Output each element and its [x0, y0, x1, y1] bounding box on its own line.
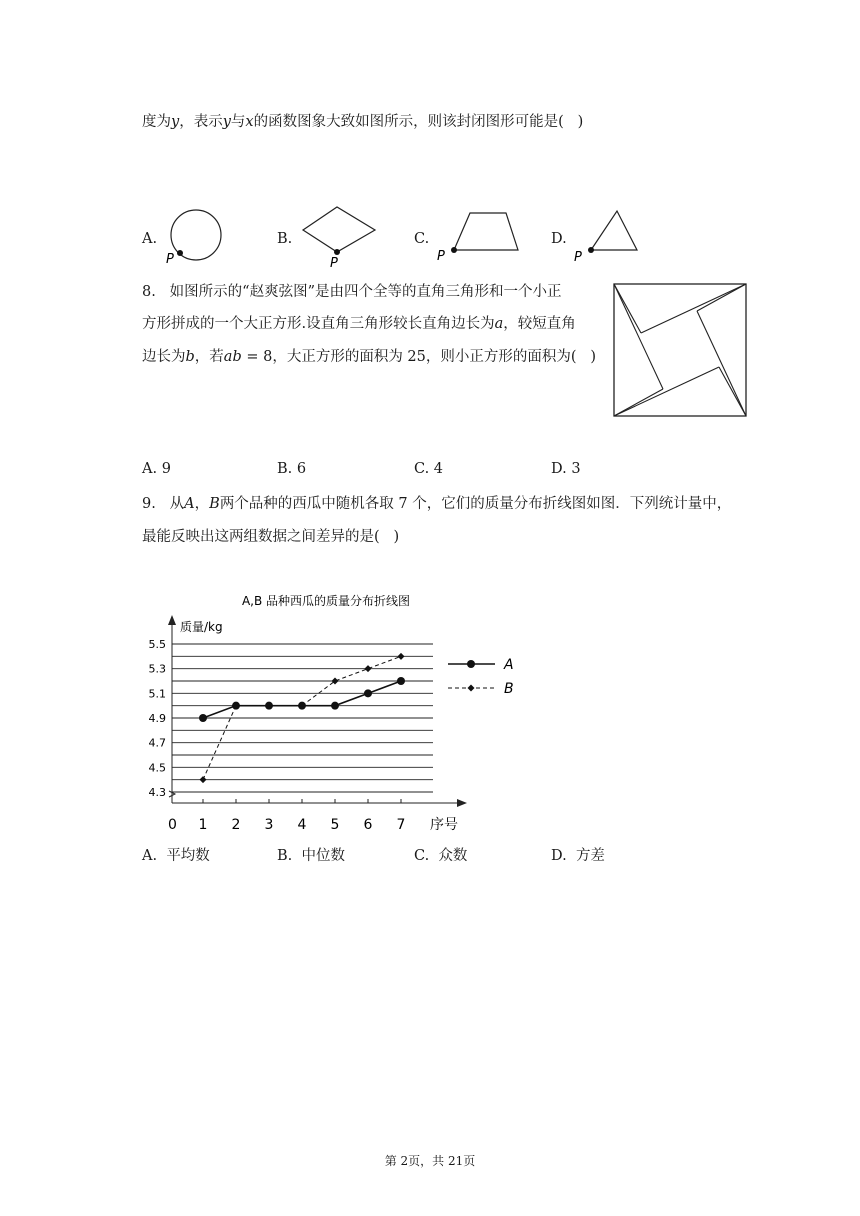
q9-option-b	[277, 844, 345, 865]
q8-line-3	[142, 347, 596, 367]
q7-stem-text: 与	[230, 114, 246, 130]
q9-text: 两个品种的西瓜中随机各取 7 个，它们的质量分布折线图如图．下列统计量中，	[219, 496, 732, 512]
point-p-label: P	[166, 252, 174, 267]
y-tick-label: 5.5	[148, 638, 166, 651]
legend-marker-B	[468, 685, 475, 692]
point-p-marker	[177, 250, 183, 256]
q7-stem-text: 的函数图象大致如图所示，则该封闭图形可能是(	[253, 114, 564, 130]
chart-title: A,B 品种西瓜的质量分布折线图	[241, 594, 411, 608]
x-tick-label: 7	[396, 817, 406, 833]
triangle-edge	[614, 284, 641, 333]
expr-ab: ab	[223, 349, 242, 365]
q8-text: 如图所示的“赵爽弦图”是由四个全等的直角三角形和一个小正	[169, 284, 562, 300]
q9-line-1	[142, 494, 731, 514]
rhombus-shape	[303, 207, 375, 252]
data-point-A	[199, 714, 207, 722]
triangle-edge	[697, 284, 746, 311]
q8-text: ，较短直角	[503, 316, 576, 332]
data-point-A	[364, 689, 372, 697]
data-point-B	[200, 776, 207, 783]
q7-stem-text: ，表示	[179, 114, 223, 130]
q8-line-2	[142, 314, 576, 334]
question-number: 8.	[142, 284, 156, 300]
q7-option-b-label: B.	[277, 231, 293, 247]
q8-text: = 8，大正方形的面积为 25，则小正方形的面积为(	[241, 349, 577, 365]
legend-label-A: A	[504, 657, 514, 673]
option-letter: D.	[551, 848, 567, 864]
x-axis-arrow	[457, 799, 467, 807]
legend-marker-A	[467, 660, 475, 668]
point-p-marker	[451, 247, 457, 253]
page-footer: 第 2页，共 21页	[384, 1154, 476, 1168]
q7-stem	[142, 112, 583, 132]
x-axis-label: 序号	[430, 817, 458, 833]
q7-option-a-label: A.	[142, 231, 158, 247]
q8-option-c: C. 4	[414, 461, 444, 477]
x-tick-label: 1	[198, 817, 208, 833]
q8-text: ，若	[194, 349, 224, 365]
q9-text: )	[393, 529, 400, 545]
trapezoid-shape	[454, 213, 518, 250]
option-text: 众数	[438, 848, 468, 864]
q7-option-c-figure	[432, 205, 527, 265]
q9-option-c	[414, 844, 467, 865]
y-tick-label: 4.3	[148, 786, 166, 799]
var-b: b	[185, 349, 195, 365]
q8-text: 方形拼成的一个大正方形.设直角三角形较长直角边长为	[142, 316, 495, 332]
data-point-A	[331, 702, 339, 710]
option-letter: A.	[142, 848, 158, 864]
legend-label-B: B	[504, 681, 514, 697]
q8-option-d: D. 3	[551, 461, 581, 477]
q9-text: ，	[194, 496, 210, 512]
zhao-shuang-diagram	[612, 282, 748, 418]
point-p-marker	[588, 247, 594, 253]
x-tick-label: 4	[297, 817, 307, 833]
point-p-label: P	[330, 256, 338, 271]
question-number: 9.	[142, 496, 156, 512]
data-point-B	[398, 653, 405, 660]
triangle-edge	[614, 367, 719, 416]
q7-option-d-label: D.	[551, 231, 567, 247]
q8-option-b: B. 6	[277, 461, 307, 477]
point-p-label: P	[437, 249, 445, 264]
q7-option-a-figure	[160, 205, 230, 270]
data-point-A	[397, 677, 405, 685]
y-tick-label: 4.9	[148, 712, 166, 725]
triangle-edge	[719, 367, 746, 416]
y-tick-label: 5.1	[148, 687, 166, 701]
point-p-marker	[334, 249, 340, 255]
option-text: 方差	[575, 848, 605, 864]
triangle-edge	[614, 389, 663, 416]
q8-text: )	[590, 349, 597, 365]
q8-option-a: A. 9	[142, 461, 171, 477]
triangle-edge	[697, 311, 746, 416]
y-tick-label: 5.3	[148, 662, 166, 676]
x-tick-label: 5	[330, 817, 340, 833]
q9-line-2	[142, 527, 399, 547]
triangle-edge	[641, 284, 746, 333]
var-y: y	[222, 114, 231, 130]
option-text: 中位数	[301, 848, 345, 864]
x-tick-label: 3	[264, 817, 274, 833]
q9-text: 最能反映出这两组数据之间差异的是(	[142, 529, 380, 545]
y-axis-label: 质量/kg	[180, 620, 223, 634]
outer-square	[614, 284, 746, 416]
q7-option-b-figure	[295, 203, 385, 271]
q7-stem-text: 度为	[142, 114, 171, 130]
y-tick-label: 4.7	[148, 736, 166, 750]
triangle-shape	[591, 211, 637, 250]
q7-stem-text: )	[577, 114, 584, 130]
q9-text: 从	[169, 496, 185, 512]
q7-option-d-figure	[569, 205, 649, 265]
watermelon-weight-line-chart	[130, 585, 540, 835]
var-A: A	[184, 496, 195, 512]
q8-text: 边长为	[142, 349, 186, 365]
data-point-B	[365, 665, 372, 672]
var-a: a	[494, 316, 504, 332]
y-tick-label: 4.5	[148, 761, 166, 775]
x-tick-label: 6	[363, 817, 373, 833]
q9-option-a	[142, 844, 210, 865]
var-x: x	[245, 114, 254, 130]
triangle-edge	[614, 284, 663, 389]
q7-option-c-label: C.	[414, 231, 430, 247]
origin-label: 0	[168, 817, 177, 833]
x-tick-label: 2	[231, 817, 241, 833]
q9-option-d	[551, 844, 605, 865]
var-y: y	[171, 114, 180, 130]
point-p-label: P	[574, 250, 582, 265]
option-text: 平均数	[166, 848, 210, 864]
var-B: B	[209, 496, 220, 512]
y-axis-arrow	[168, 615, 176, 625]
option-letter: B.	[277, 848, 293, 864]
option-letter: C.	[414, 848, 430, 864]
q8-line-1	[142, 282, 562, 302]
